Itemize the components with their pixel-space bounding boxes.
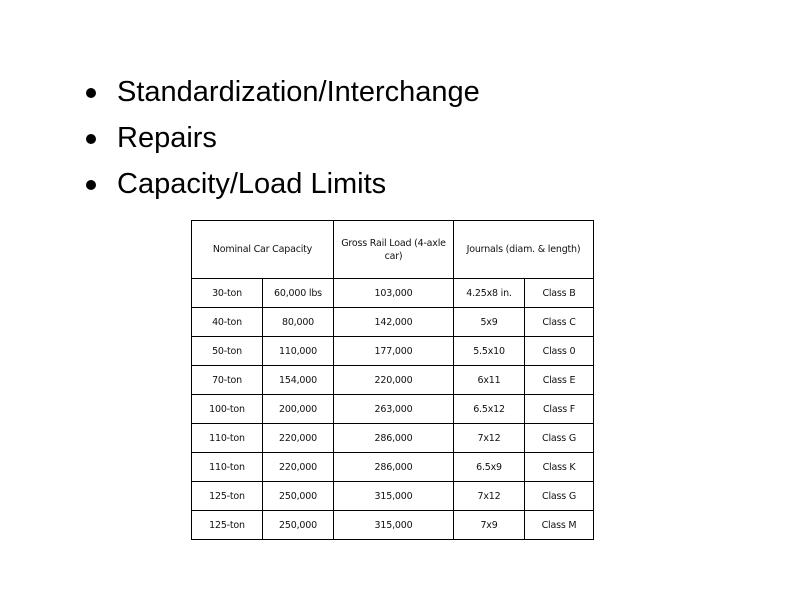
cell-gross-load: 286,000: [334, 453, 454, 482]
cell-journal-size: 7x12: [454, 424, 525, 453]
table-row: [192, 453, 594, 482]
cell-gross-load: 286,000: [334, 424, 454, 453]
cell-capacity: 110-ton: [192, 453, 263, 482]
cell-journal-class: Class 0: [525, 337, 594, 366]
header-capacity: Nominal Car Capacity: [192, 221, 334, 279]
table-row: [192, 395, 594, 424]
cell-capacity: 30-ton: [192, 279, 263, 308]
bullet-item: [84, 69, 480, 115]
cell-capacity: 125-ton: [192, 482, 263, 511]
cell-journal-size: 6.5x12: [454, 395, 525, 424]
table-row: [192, 482, 594, 511]
cell-journal-size: 6x11: [454, 366, 525, 395]
cell-journal-size: 5.5x10: [454, 337, 525, 366]
table-row: [192, 424, 594, 453]
bullet-text: Standardization/Interchange: [117, 76, 480, 108]
cell-journal-class: Class E: [525, 366, 594, 395]
cell-gross-load: 220,000: [334, 366, 454, 395]
cell-journal-class: Class K: [525, 453, 594, 482]
car-capacity-table: [191, 220, 594, 540]
bullet-item: [84, 161, 480, 207]
cell-journal-size: 4.25x8 in.: [454, 279, 525, 308]
cell-journal-class: Class F: [525, 395, 594, 424]
cell-journal-size: 6.5x9: [454, 453, 525, 482]
cell-journal-class: Class B: [525, 279, 594, 308]
bullet-list: [84, 69, 480, 207]
cell-capacity: 50-ton: [192, 337, 263, 366]
cell-capacity: 125-ton: [192, 511, 263, 540]
cell-capacity: 100-ton: [192, 395, 263, 424]
cell-journal-class: Class G: [525, 424, 594, 453]
cell-weight: 154,000: [263, 366, 334, 395]
table-row: [192, 308, 594, 337]
bullet-item: [84, 115, 480, 161]
cell-weight: 220,000: [263, 453, 334, 482]
cell-journal-class: Class M: [525, 511, 594, 540]
cell-gross-load: 103,000: [334, 279, 454, 308]
cell-journal-class: Class C: [525, 308, 594, 337]
cell-capacity: 110-ton: [192, 424, 263, 453]
table-row: [192, 337, 594, 366]
table-header-row: [192, 221, 594, 279]
cell-gross-load: 263,000: [334, 395, 454, 424]
bullet-icon: [86, 134, 96, 144]
cell-weight: 80,000: [263, 308, 334, 337]
header-gross-load: Gross Rail Load (4-axle car): [334, 221, 454, 279]
bullet-icon: [86, 180, 96, 190]
cell-weight: 200,000: [263, 395, 334, 424]
cell-journal-size: 7x12: [454, 482, 525, 511]
cell-journal-class: Class G: [525, 482, 594, 511]
cell-journal-size: 5x9: [454, 308, 525, 337]
cell-weight: 60,000 lbs: [263, 279, 334, 308]
header-journals: Journals (diam. & length): [454, 221, 594, 279]
table-row: [192, 366, 594, 395]
cell-gross-load: 177,000: [334, 337, 454, 366]
cell-weight: 250,000: [263, 482, 334, 511]
table-row: [192, 511, 594, 540]
cell-capacity: 40-ton: [192, 308, 263, 337]
cell-weight: 220,000: [263, 424, 334, 453]
cell-capacity: 70-ton: [192, 366, 263, 395]
cell-gross-load: 142,000: [334, 308, 454, 337]
bullet-text: Capacity/Load Limits: [117, 168, 387, 200]
cell-gross-load: 315,000: [334, 482, 454, 511]
cell-journal-size: 7x9: [454, 511, 525, 540]
bullet-text: Repairs: [117, 122, 217, 154]
cell-weight: 250,000: [263, 511, 334, 540]
cell-gross-load: 315,000: [334, 511, 454, 540]
cell-weight: 110,000: [263, 337, 334, 366]
table-row: [192, 279, 594, 308]
bullet-icon: [86, 88, 96, 98]
